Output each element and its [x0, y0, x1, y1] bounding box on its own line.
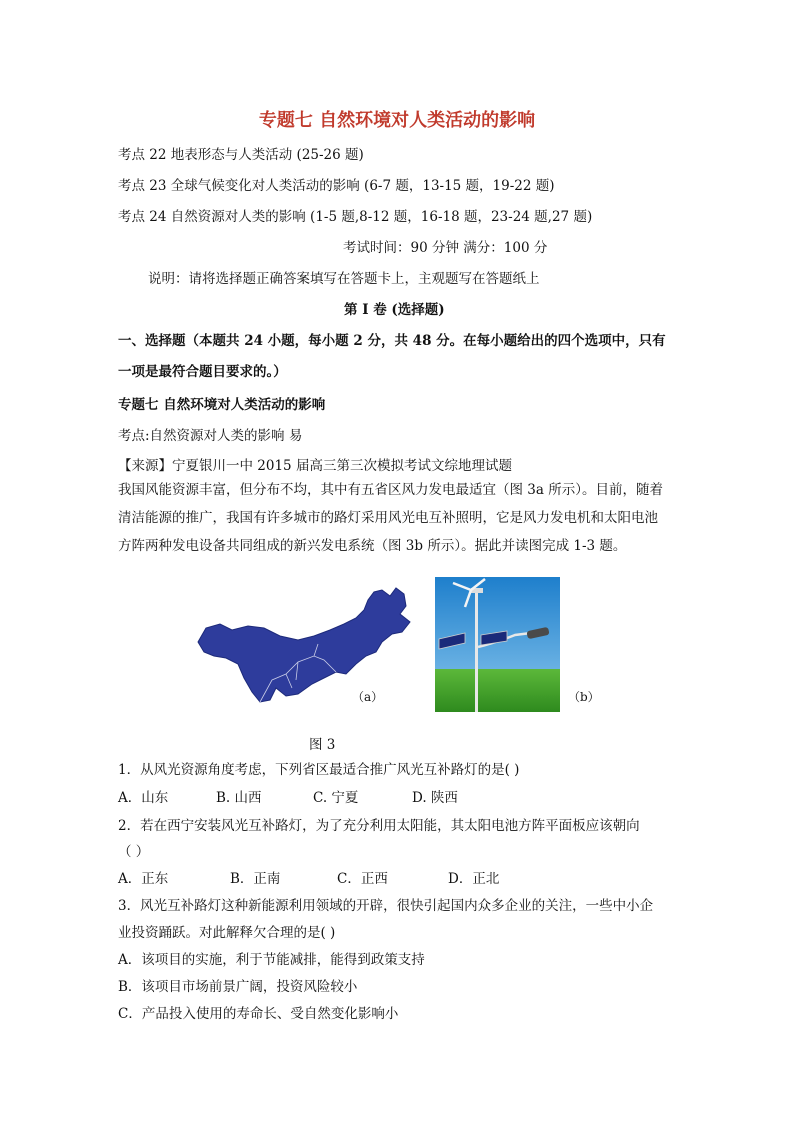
question-3-option-b: B．该项目市场前景广阔，投资风险较小: [118, 979, 358, 995]
passage-line-3: 方阵两种发电设备共同组成的新兴发电系统（图 3b 所示）。据此并读图完成 1-3 题。: [118, 538, 627, 554]
passage-line-1: 我国风能资源丰富，但分布不均，其中有五省区风力发电最适宜（图 3a 所示）。目前，随着: [118, 482, 663, 498]
topic-title: 专题七 自然环境对人类活动的影响: [118, 397, 326, 413]
source-line: 【来源】宁夏银川一中 2015 届高三第三次模拟考试文综地理试题: [118, 458, 512, 474]
question-3-stem-line-1: 3．风光互补路灯这种新能源利用领域的开辟，很快引起国内众多企业的关注，一些中小企: [118, 898, 654, 914]
kaodian-22: 考点 22 地表形态与人类活动 (25-26 题): [118, 147, 364, 163]
question-2-option-a: A．正东: [118, 871, 169, 887]
note: 说明：请将选择题正确答案填写在答题卡上，主观题写在答题纸上: [148, 271, 540, 287]
question-1-option-b: B. 山西: [216, 790, 262, 806]
figure-label-b: （b）: [568, 690, 600, 704]
question-2-stem-line-1: 2．若在西宁安装风光互补路灯，为了充分利用太阳能，其太阳电池方阵平面板应该朝向: [118, 818, 640, 834]
question-3-option-a: A．该项目的实施，利于节能减排，能得到政策支持: [118, 952, 425, 968]
figure-3b-photo: [435, 577, 560, 712]
question-3-stem-line-2: 业投资踊跃。对此解释欠合理的是( ): [118, 925, 336, 941]
kaodian-24: 考点 24 自然资源对人类的影响 (1-5 题,8-12 题，16-18 题，23-24 题,27 题): [118, 209, 593, 225]
passage-line-2: 清洁能源的推广，我国有许多城市的路灯采用风光电互补照明，它是风力发电机和太阳电池: [118, 510, 658, 526]
question-2-option-d: D．正北: [448, 871, 500, 887]
instructions-line-2: 一项是最符合题目要求的。）: [118, 364, 287, 380]
instructions-line-1: 一、选择题（本题共 24 小题，每小题 2 分，共 48 分。在每小题给出的四个选项中，只有: [118, 333, 666, 349]
question-1-option-c: C. 宁夏: [313, 790, 359, 806]
question-2-option-b: B．正南: [230, 871, 281, 887]
five-provinces-map-shape: [198, 588, 410, 702]
section-title: 第 I 卷 (选择题): [344, 302, 445, 318]
question-1-option-d: D. 陕西: [412, 790, 458, 806]
question-1-option-a: A．山东: [118, 790, 169, 806]
question-1-stem: 1．从风光资源角度考虑，下列省区最适合推广风光互补路灯的是( ): [118, 762, 520, 778]
exam-info: 考试时间：90 分钟 满分：100 分: [343, 240, 548, 256]
figure-caption: 图 3: [309, 737, 336, 753]
kaodian-23: 考点 23 全球气候变化对人类活动的影响 (6-7 题，13-15 题，19-22 题): [118, 178, 555, 194]
topic-point: 考点:自然资源对人类的影响 易: [118, 428, 303, 444]
page-title: 专题七 自然环境对人类活动的影响: [258, 110, 536, 131]
lamp-pole: [475, 591, 478, 712]
question-2-stem-line-2: （ ）: [118, 844, 150, 860]
figure-label-a: （a）: [352, 690, 384, 704]
question-2-option-c: C．正西: [337, 871, 388, 887]
question-3-option-c: C．产品投入使用的寿命长、受自然变化影响小: [118, 1006, 399, 1022]
